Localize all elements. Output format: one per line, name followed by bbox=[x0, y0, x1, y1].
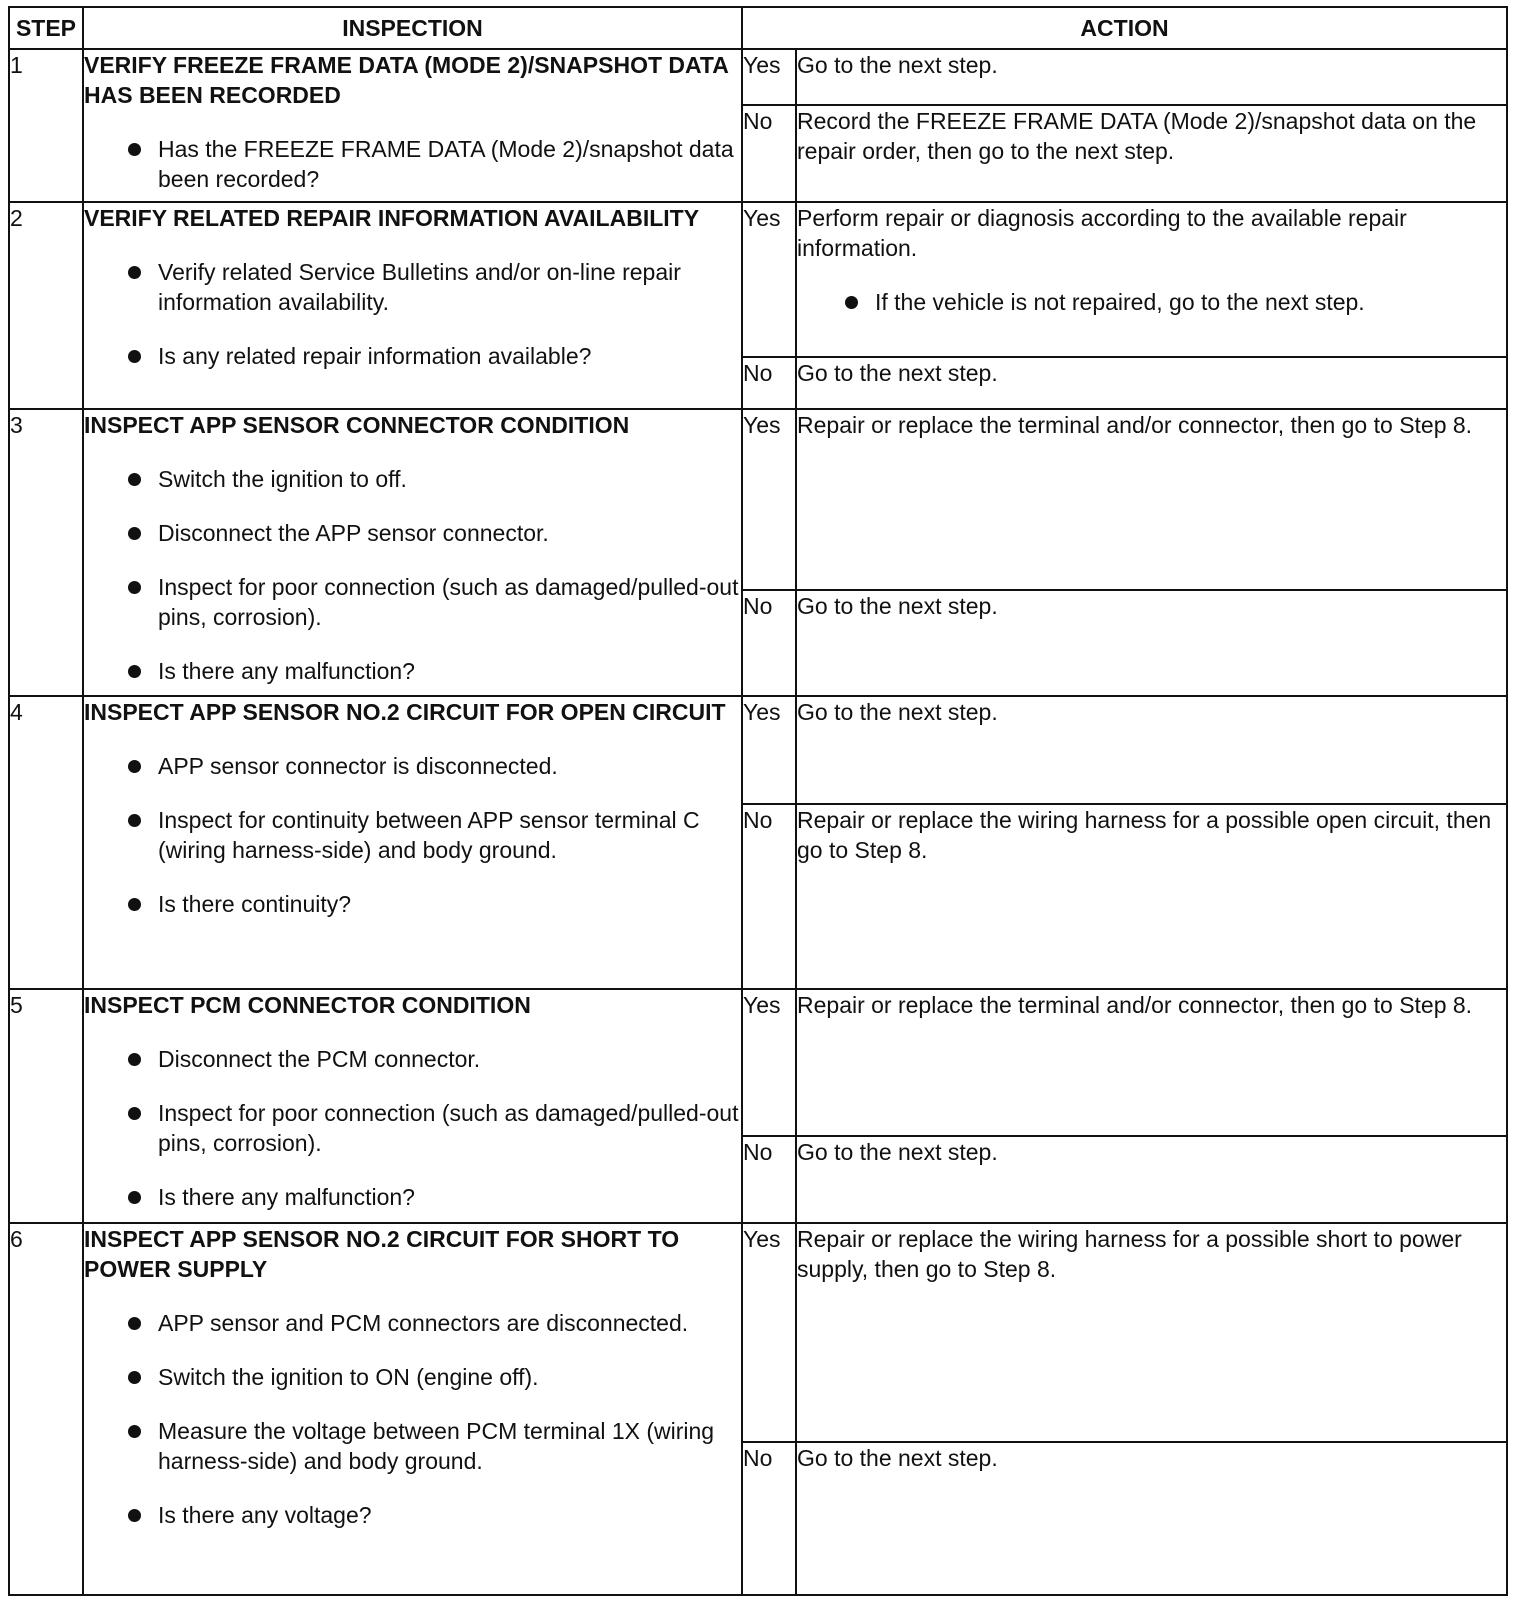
yes-action: Perform repair or diagnosis according to the available repair information. bbox=[797, 205, 1407, 261]
bullet-icon bbox=[845, 296, 858, 309]
bullet-icon bbox=[128, 581, 141, 594]
bullet-item: Is there any malfunction? bbox=[84, 1182, 741, 1212]
bullet-icon bbox=[128, 1191, 141, 1204]
yes-label: Yes bbox=[742, 1223, 796, 1442]
bullet-item: Disconnect the PCM connector. bbox=[84, 1044, 741, 1074]
bullet-item: Is there any voltage? bbox=[84, 1500, 741, 1530]
bullet-item: Inspect for poor connection (such as damaged/pulled-out pins, corrosion). bbox=[84, 572, 741, 632]
bullet-icon bbox=[128, 527, 141, 540]
inspection-cell bbox=[83, 1223, 742, 1595]
yes-action: Repair or replace the wiring harness for a possible short to power supply, then go to Step 8. bbox=[796, 1223, 1507, 1442]
table-row bbox=[9, 989, 1507, 1136]
no-label: No bbox=[742, 357, 796, 409]
inspection-cell bbox=[83, 989, 742, 1223]
bullet-item: Has the FREEZE FRAME DATA (Mode 2)/snapshot data been recorded? bbox=[84, 134, 741, 194]
yes-action: Go to the next step. bbox=[796, 49, 1507, 105]
bullet-icon bbox=[128, 1107, 141, 1120]
bullet-icon bbox=[128, 1425, 141, 1438]
step-number: 5 bbox=[9, 989, 83, 1223]
yes-action-cell bbox=[796, 202, 1507, 357]
no-action: Go to the next step. bbox=[796, 357, 1507, 409]
bullet-item: Inspect for poor connection (such as damaged/pulled-out pins, corrosion). bbox=[84, 1098, 741, 1158]
inspection-cell bbox=[83, 202, 742, 409]
inspection-cell bbox=[83, 409, 742, 696]
no-action: Record the FREEZE FRAME DATA (Mode 2)/snapshot data on the repair order, then go to the next step. bbox=[796, 105, 1507, 202]
no-action: Repair or replace the wiring harness for a possible open circuit, then go to Step 8. bbox=[796, 804, 1507, 989]
table-row bbox=[9, 1223, 1507, 1442]
yes-action: Repair or replace the terminal and/or connector, then go to Step 8. bbox=[796, 409, 1507, 590]
bullet-icon bbox=[128, 1317, 141, 1330]
step-title: VERIFY FREEZE FRAME DATA (MODE 2)/SNAPSHOT DATA HAS BEEN RECORDED bbox=[84, 52, 729, 108]
table-row bbox=[9, 49, 1507, 105]
no-label: No bbox=[742, 590, 796, 696]
bullet-icon bbox=[128, 814, 141, 827]
header-row bbox=[9, 7, 1507, 49]
step-title: INSPECT APP SENSOR NO.2 CIRCUIT FOR OPEN CIRCUIT bbox=[84, 699, 726, 725]
yes-label: Yes bbox=[742, 202, 796, 357]
step-title: INSPECT APP SENSOR CONNECTOR CONDITION bbox=[84, 412, 630, 438]
no-label: No bbox=[742, 105, 796, 202]
inspection-cell bbox=[83, 49, 742, 202]
bullet-icon bbox=[128, 266, 141, 279]
bullet-item: Switch the ignition to off. bbox=[84, 464, 741, 494]
no-label: No bbox=[742, 804, 796, 989]
bullet-icon bbox=[128, 1053, 141, 1066]
yes-label: Yes bbox=[742, 989, 796, 1136]
step-number: 6 bbox=[9, 1223, 83, 1595]
bullet-icon bbox=[128, 350, 141, 363]
yes-label: Yes bbox=[742, 49, 796, 105]
step-number: 1 bbox=[9, 49, 83, 202]
bullet-icon bbox=[128, 898, 141, 911]
table-row bbox=[9, 409, 1507, 590]
action-sub-bullet: If the vehicle is not repaired, go to the next step. bbox=[797, 287, 1506, 317]
bullet-item: Verify related Service Bulletins and/or on-line repair information availability. bbox=[84, 257, 741, 317]
yes-action: Go to the next step. bbox=[796, 696, 1507, 804]
header-step: STEP bbox=[9, 7, 83, 49]
no-action: Go to the next step. bbox=[796, 1136, 1507, 1223]
no-action: Go to the next step. bbox=[796, 1442, 1507, 1595]
bullet-item: Inspect for continuity between APP sensor terminal C (wiring harness-side) and body ground. bbox=[84, 805, 741, 865]
bullet-icon bbox=[128, 1509, 141, 1522]
step-title: INSPECT PCM CONNECTOR CONDITION bbox=[84, 992, 531, 1018]
bullet-item: APP sensor connector is disconnected. bbox=[84, 751, 741, 781]
step-number: 2 bbox=[9, 202, 83, 409]
step-title: VERIFY RELATED REPAIR INFORMATION AVAILABILITY bbox=[84, 205, 700, 231]
yes-label: Yes bbox=[742, 409, 796, 590]
step-number: 4 bbox=[9, 696, 83, 989]
bullet-item: Measure the voltage between PCM terminal 1X (wiring harness-side) and body ground. bbox=[84, 1416, 741, 1476]
header-inspection: INSPECTION bbox=[83, 7, 742, 49]
bullet-icon bbox=[128, 1371, 141, 1384]
diagnostic-table bbox=[8, 6, 1508, 1596]
bullet-icon bbox=[128, 473, 141, 486]
inspection-cell bbox=[83, 696, 742, 989]
bullet-icon bbox=[128, 760, 141, 773]
bullet-icon bbox=[128, 665, 141, 678]
bullet-item: Switch the ignition to ON (engine off). bbox=[84, 1362, 741, 1392]
bullet-icon bbox=[128, 143, 141, 156]
step-number: 3 bbox=[9, 409, 83, 696]
no-label: No bbox=[742, 1136, 796, 1223]
bullet-item: Is any related repair information available? bbox=[84, 341, 741, 371]
bullet-item: APP sensor and PCM connectors are disconnected. bbox=[84, 1308, 741, 1338]
yes-action: Repair or replace the terminal and/or connector, then go to Step 8. bbox=[796, 989, 1507, 1136]
header-action: ACTION bbox=[742, 7, 1507, 49]
step-title: INSPECT APP SENSOR NO.2 CIRCUIT FOR SHORT TO POWER SUPPLY bbox=[84, 1226, 680, 1282]
no-label: No bbox=[742, 1442, 796, 1595]
yes-label: Yes bbox=[742, 696, 796, 804]
bullet-item: Is there continuity? bbox=[84, 889, 741, 919]
bullet-item: Is there any malfunction? bbox=[84, 656, 741, 686]
bullet-item: Disconnect the APP sensor connector. bbox=[84, 518, 741, 548]
table-row bbox=[9, 696, 1507, 804]
no-action: Go to the next step. bbox=[796, 590, 1507, 696]
table-row bbox=[9, 202, 1507, 357]
